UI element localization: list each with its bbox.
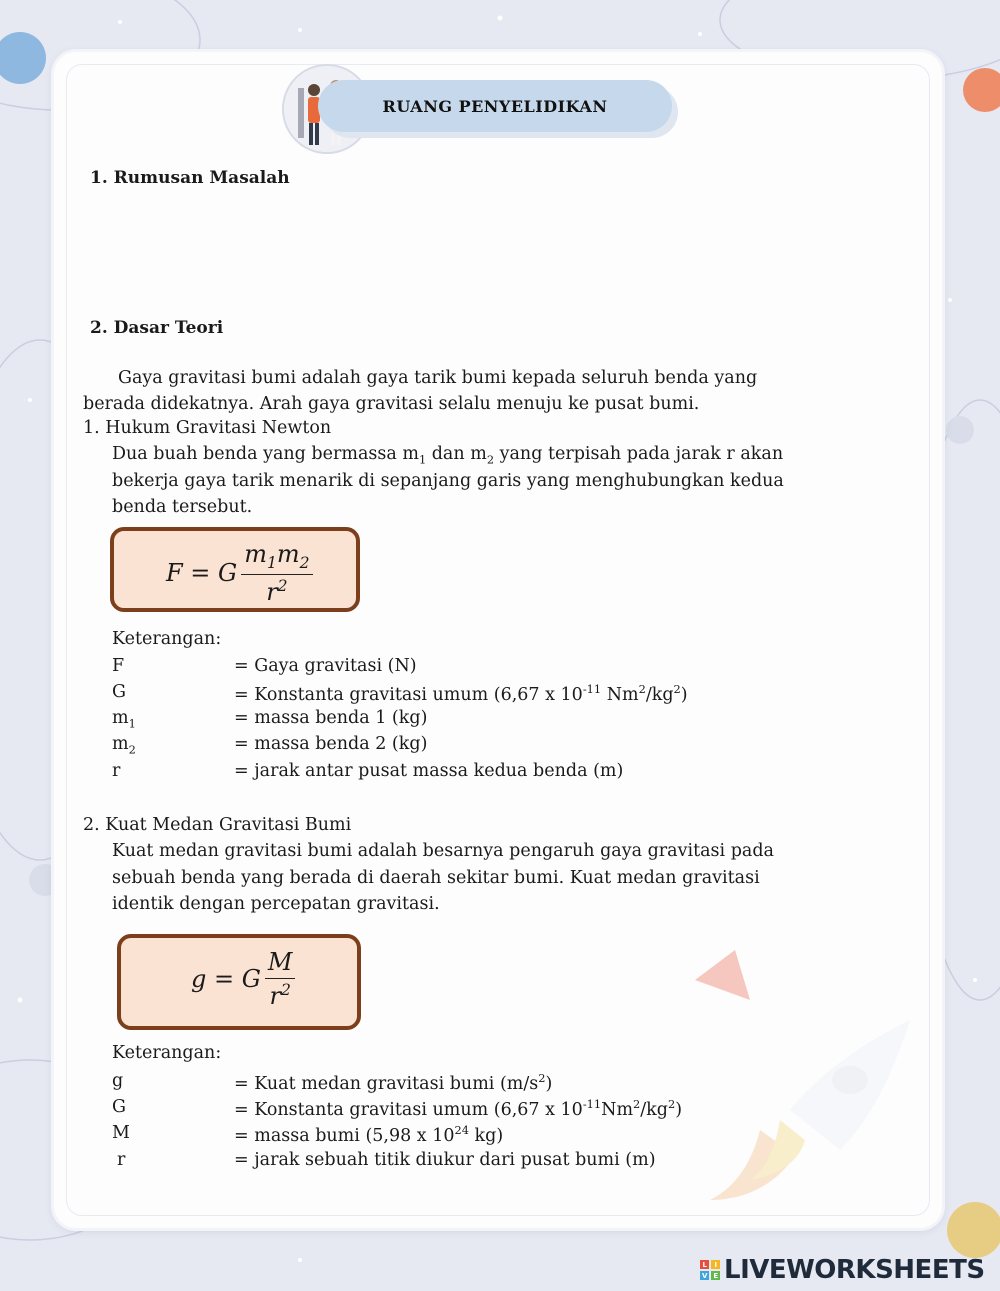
field-var-m-symbol: M [112, 1123, 130, 1143]
newton-desc-line-3: benda tersebut. [112, 497, 253, 517]
newton-formula-box [110, 527, 360, 612]
field-var-r-desc: = jarak sebuah titik diukur dari pusat bumi (m) [234, 1150, 656, 1170]
newton-formula: F = G $\frac{m_1m_2}{r^2}$ [166, 540, 313, 606]
field-var-gconst-desc: = Konstanta gravitasi umum (6,67 x $10^{-11}Nm^2/kg^2$) [234, 1097, 683, 1120]
field-desc-line-3: identik dengan percepatan gravitasi. [112, 894, 440, 914]
newton-var-f-symbol: F [112, 656, 125, 676]
planet-orange-icon [963, 68, 1000, 112]
section-dasar-teori: 2. Dasar Teori [90, 318, 224, 338]
newton-var-m2-desc: = massa benda 2 (kg) [234, 734, 428, 754]
field-var-g-desc: = Kuat medan gravitasi bumi $(m/s^2)$ [234, 1071, 553, 1094]
newton-var-m2-symbol: $m_2$ [112, 734, 136, 757]
newton-keterangan-label: Keterangan: [112, 629, 222, 649]
intro-line-2: berada didekatnya. Arah gaya gravitasi selalu menuju ke pusat bumi. [83, 394, 700, 414]
field-var-m-desc: = massa bumi (5,98 x $10^{24}$ kg) [234, 1123, 504, 1146]
header-title: RUANG PENYELIDIKAN [318, 80, 672, 132]
newton-var-r-desc: = jarak antar pusat massa kedua benda (m) [234, 761, 624, 781]
newton-var-f-desc: = Gaya gravitasi (N) [234, 656, 417, 676]
section-rumusan-masalah: 1. Rumusan Masalah [90, 168, 290, 188]
newton-desc-line-1: Dua buah benda yang bermassa $m_1$ dan $m_2$ yang terpisah pada jarak r akan [112, 444, 784, 467]
field-keterangan-label: Keterangan: [112, 1043, 222, 1063]
newton-title: 1. Hukum Gravitasi Newton [83, 418, 332, 438]
newton-var-r-symbol: r [112, 761, 121, 781]
liveworksheets-logo: L I V E LIVEWORKSHEETS [700, 1255, 985, 1285]
field-formula: g = G $\frac{M}{r^2}$ [191, 948, 295, 1010]
newton-var-g-desc: = Konstanta gravitasi umum (6,67 x $10^{-11}$ $Nm^2/kg^2$) [234, 682, 688, 705]
newton-var-m1-desc: = massa benda 1 (kg) [234, 708, 428, 728]
field-desc-line-1: Kuat medan gravitasi bumi adalah besarnya pengaruh gaya gravitasi pada [112, 841, 774, 861]
liveworksheets-logo-icon: L I V E [700, 1260, 720, 1280]
newton-var-g-symbol: G [112, 682, 126, 702]
field-var-gconst-symbol: G [112, 1097, 126, 1117]
newton-var-m1-symbol: $m_1$ [112, 708, 136, 731]
planet-blue-icon [0, 32, 46, 84]
newton-desc-line-2: bekerja gaya tarik menarik di sepanjang garis yang menghubungkan kedua [112, 471, 784, 491]
field-formula-box [117, 934, 361, 1030]
field-title: 2. Kuat Medan Gravitasi Bumi [83, 815, 352, 835]
field-desc-line-2: sebuah benda yang berada di daerah sekitar bumi. Kuat medan gravitasi [112, 868, 760, 888]
field-var-g-symbol: g [112, 1071, 124, 1091]
intro-line-1: Gaya gravitasi bumi adalah gaya tarik bumi kepada seluruh benda yang [118, 368, 758, 388]
field-var-r-symbol: r [117, 1150, 126, 1170]
